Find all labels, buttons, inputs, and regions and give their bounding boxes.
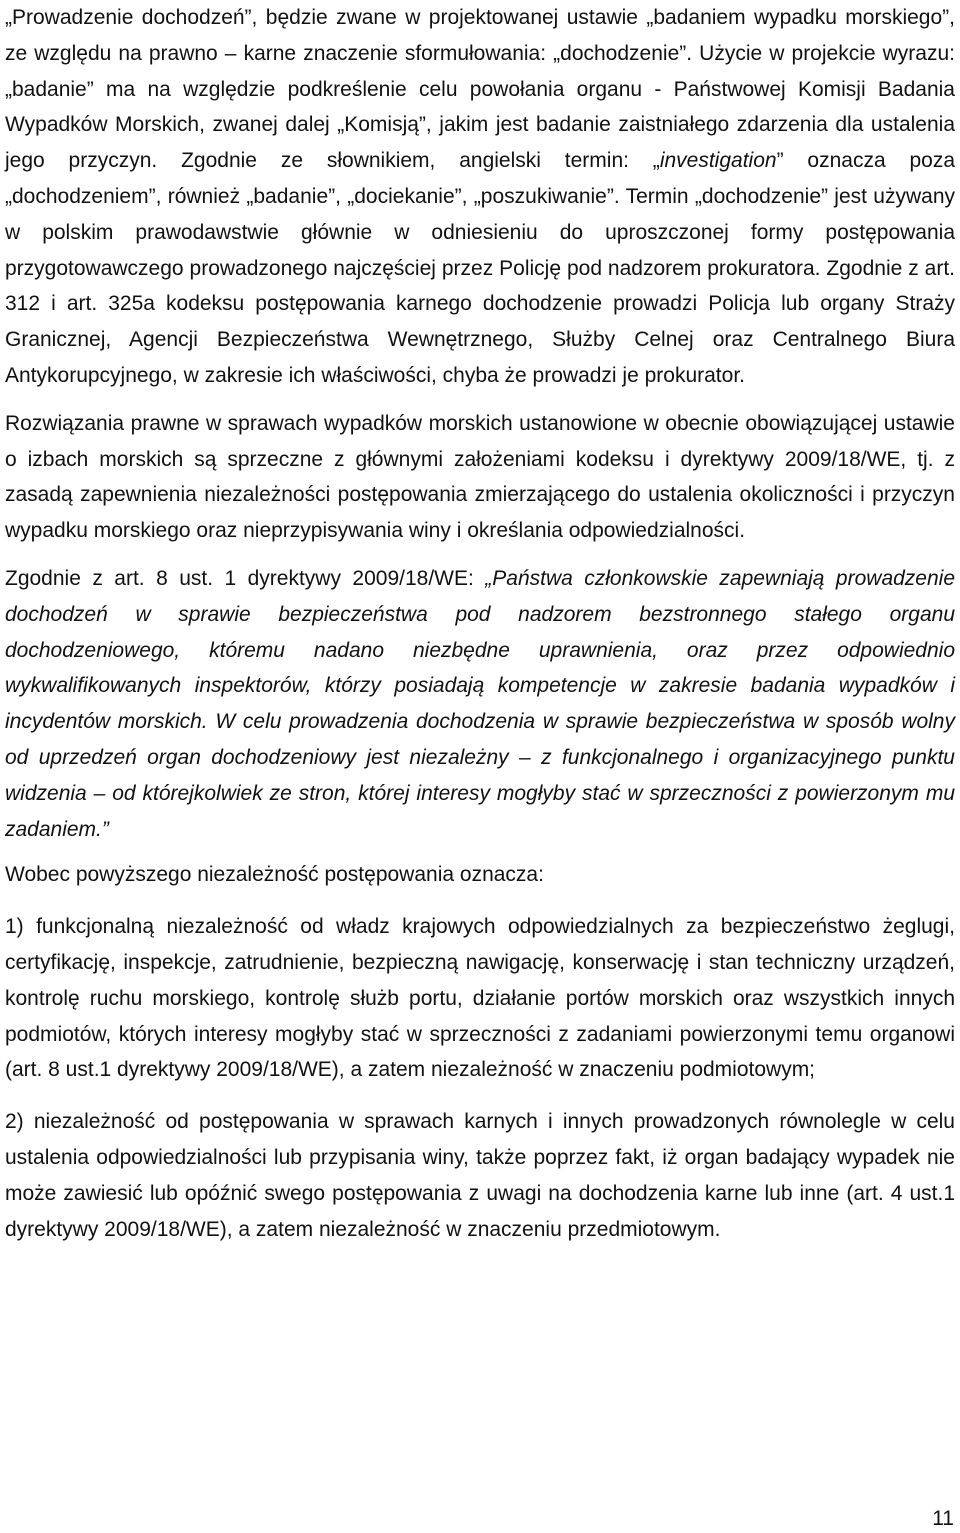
paragraph-4: Wobec powyższego niezależność postępowania oznacza: (5, 863, 544, 887)
paragraph-1-part-1: „Prowadzenie dochodzeń”, będzie zwane w projektowanej ustawie „badaniem wypadku morskiego”, ze względu na prawno – karne znaczenie sformułowania: „dochodzenie”. Użycie w projekcie wyrazu: „badanie” ma na względzie podkreślenie celu powołania organu - Państwowej Komisji Badania Wypadków Morskich, zwanej dalej „Komisją”, jakim jest badanie zaistniałego zdarzenia dla ustalenia jego przyczyn. Zgodnie ze słownikiem, angielski termin: „ (5, 6, 955, 173)
list-item-2: 2) niezależność od postępowania w sprawach karnych i innych prowadzonych równolegle w celu ustalenia odpowiedzialności lub przypisania winy, także poprzez fakt, iż organ badający wypadek nie może zawiesić lub opóźnić swego postępowania z uwagi na dochodzenia karne lub inne (art. 4 ust.1 dyrektywy 2009/18/WE), a zatem niezależność w znaczeniu przedmiotowym. (5, 1110, 955, 1241)
paragraph-2: Rozwiązania prawne w sprawach wypadków morskich ustanowione w obecnie obowiązującej ustawie o izbach morskich są sprzeczne z głównymi założeniami kodeksu i dyrektywy 2009/18/WE, tj. z zasadą zapewnienia niezależności postępowania zmierzającego do ustalenia okoliczności i przyczyn wypadku morskiego oraz nieprzypisywania winy i określania odpowiedzialności. (5, 411, 955, 543)
paragraph-1-italic-term: investigation (659, 149, 777, 173)
paragraph-3-intro: Zgodnie z art. 8 ust. 1 dyrektywy 2009/18/WE: (5, 566, 486, 590)
paragraph-3 (5, 561, 955, 847)
list-item-1: 1) funkcjonalną niezależność od władz krajowych odpowiedzialnych za bezpieczeństwo żeglugi, certyfikację, inspekcje, zatrudnienie, bezpieczną nawigację, konserwację i stan techniczny urządzeń, kontrolę ruchu morskiego, kontrolę służb portu, działanie portów morskich oraz wszystkich innych podmiotów, których interesy mogłyby stać w sprzeczności z zadaniami powierzonymi temu organowi (art. 8 ust.1 dyrektywy 2009/18/WE), a zatem niezależność w znaczeniu podmiotowym; (5, 915, 955, 1082)
page-number: 11 (932, 1507, 954, 1530)
document-page (5, 0, 955, 1247)
paragraph-1-part-2: ” oznacza poza „dochodzeniem”, również „badanie”, „dociekanie”, „poszukiwanie”. Termin „dochodzenie” jest używany w polskim prawodawstwie głównie w odniesieniu do uproszczonej formy postępowania przygotowawczego prowadzonego najczęściej przez Policję pod nadzorem prokuratora. Zgodnie z art. 312 i art. 325a kodeksu postępowania karnego dochodzenie prowadzi Policja lub organy Straży Granicznej, Agencji Bezpieczeństwa Wewnętrznego, Służby Celnej oraz Centralnego Biura Antykorupcyjnego, w zakresie ich właściwości, chyba że prowadzi je prokurator. (5, 149, 956, 387)
paragraph-3-quote: „Państwa członkowskie zapewniają prowadzenie dochodzeń w sprawie bezpieczeństwa pod nadzorem bezstronnego stałego organu dochodzeniowego, któremu nadano niezbędne uprawnienia, oraz przez odpowiednio wykwalifikowanych inspektorów, którzy posiadają kompetencje w zakresie badania wypadków i incydentów morskich. W celu prowadzenia dochodzenia w sprawie bezpieczeństwa w sposób wolny od uprzedzeń organ dochodzeniowy jest niezależny – z funkcjonalnego i organizacyjnego punktu widzenia – od którejkolwiek ze stron, której interesy mogłyby stać w sprzeczności z powierzonym mu zadaniem.” (5, 566, 956, 841)
paragraph-1 (5, 0, 955, 394)
